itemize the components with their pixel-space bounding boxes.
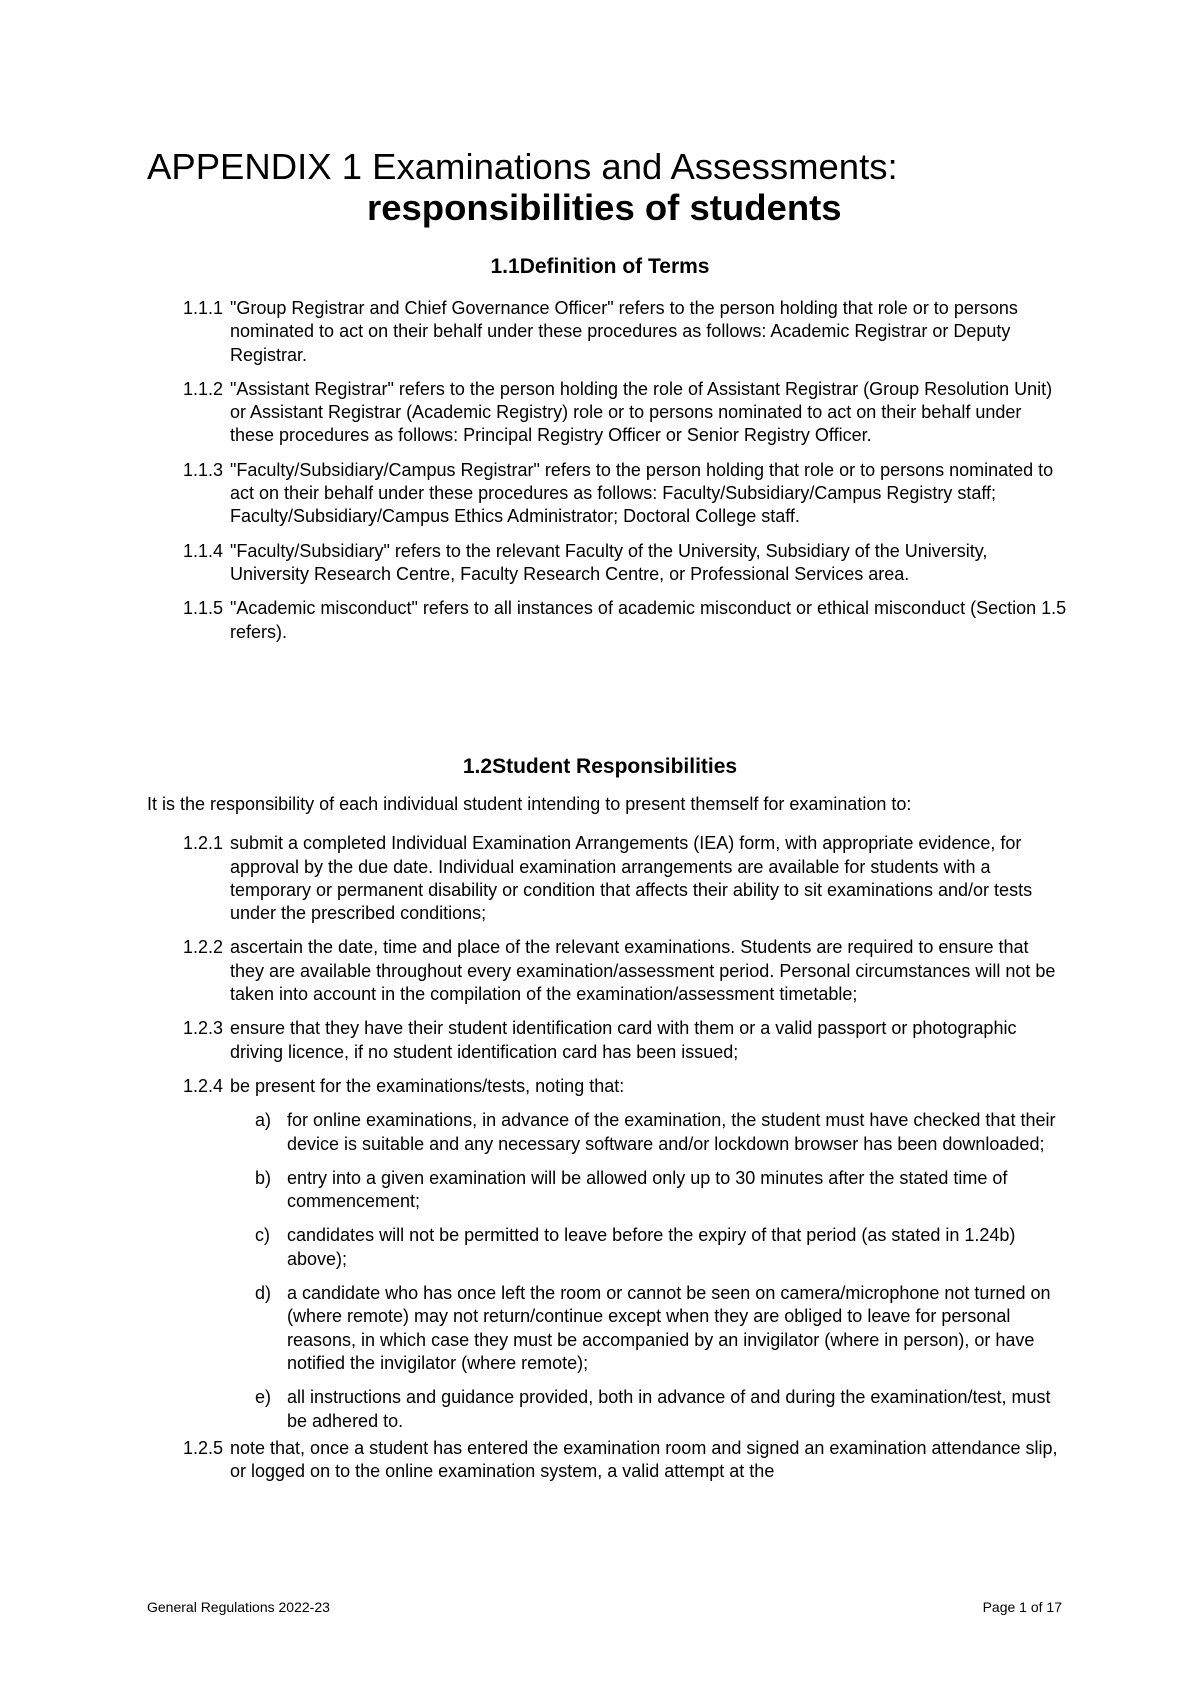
section-intro: It is the responsibility of each individual student intending to present themself for examination to: [147, 794, 912, 814]
list-item [147, 297, 1067, 367]
item-number: 1.2.2 [183, 937, 224, 958]
item-number: 1.1.3 [183, 459, 224, 480]
title-line-1: APPENDIX 1 Examinations and Assessments: [147, 146, 898, 187]
item-text: "Group Registrar and Chief Governance Officer" refers to the person holding that role or to persons nominated to act on their behalf under these procedures as follows: Academic Registrar or Deputy Registrar. [230, 298, 1018, 365]
section-heading-definitions: 1.1Definition of Terms [490, 255, 710, 278]
item-text: "Academic misconduct" refers to all instances of academic misconduct or ethical misconduct (Section 1.5 refers). [230, 598, 1067, 642]
list-item [147, 459, 1067, 529]
item-number: 1.2.1 [183, 833, 224, 854]
item-number: 1.1.1 [183, 298, 224, 318]
item-text: "Faculty/Subsidiary" refers to the relevant Faculty of the University, Subsidiary of the University, University Research Centre, Faculty Research Centre, or Professional Services area. [230, 540, 988, 584]
list-item [147, 1075, 1067, 1098]
sub-item-letter: a) [255, 1110, 272, 1131]
footer-document-title: General Regulations 2022-23 [147, 1599, 330, 1615]
item-text: "Assistant Registrar" refers to the person holding the role of Assistant Registrar (Group Resolution Unit) or Assistant Registrar (Academic Registry) role or to persons nominated to act on their behalf under these procedures as follows: Principal Registry Officer or Senior Registry Officer. [230, 378, 1053, 446]
list-item [147, 1017, 1067, 1064]
sub-item-text: a candidate who has once left the room or cannot be seen on camera/microphone not turned on (where remote) may not return/continue except when they are obliged to leave for personal reasons, in which case they must be accompanied by an invigilator (where in person), or have notified the invigilator (where remote); [287, 1283, 1051, 1373]
list-item [147, 936, 1067, 1006]
sub-list-item [147, 1109, 1067, 1156]
definitions-list [147, 297, 1067, 655]
responsibilities-list [147, 793, 1067, 1494]
sub-item-letter: d) [255, 1283, 272, 1304]
item-text: submit a completed Individual Examination Arrangements (IEA) form, with appropriate evidence, for approval by the due date. Individual examination arrangements are available for students with a temporary or permanent disability or condition that affects their ability to sit examinations and/or tests under the prescribed conditions; [230, 833, 1033, 924]
sub-list-item [147, 1386, 1067, 1433]
item-text: note that, once a student has entered the examination room and signed an examination attendance slip, or logged on to the online examination system, a valid attempt at the [230, 1437, 1058, 1482]
list-item [147, 1437, 1067, 1484]
footer-page-number: Page 1 of 17 [982, 1599, 1062, 1615]
item-number: 1.2.3 [183, 1018, 224, 1039]
item-number: 1.1.2 [183, 378, 224, 399]
item-number: 1.1.5 [183, 598, 224, 619]
item-text: ensure that they have their student identification card with them or a valid passport or photographic driving licence, if no student identification card has been issued; [230, 1018, 1017, 1062]
list-item [147, 832, 1067, 925]
sub-item-text: for online examinations, in advance of the examination, the student must have checked that their device is suitable and any necessary software and/or lockdown browser has been downloaded; [287, 1110, 1056, 1154]
sub-list-item [147, 1282, 1067, 1375]
sub-item-letter: c) [255, 1225, 270, 1246]
sub-item-text: candidates will not be permitted to leave before the expiry of that period (as stated in 1.24b) above); [287, 1225, 1016, 1269]
item-number: 1.2.4 [183, 1075, 224, 1096]
list-item [147, 540, 1067, 587]
sub-item-text: all instructions and guidance provided, both in advance of and during the examination/test, must be adhered to. [287, 1387, 1051, 1431]
sub-list-item [147, 1224, 1067, 1271]
title-line-2: responsibilities of students [367, 187, 842, 228]
sub-item-letter: e) [255, 1387, 272, 1408]
sub-item-text: entry into a given examination will be allowed only up to 30 minutes after the stated time of commencement; [287, 1167, 1008, 1212]
item-text: ascertain the date, time and place of the relevant examinations. Students are required to ensure that they are available throughout every examination/assessment period. Personal circumstances will not be taken into account in the compilation of the examination/assessment timetable; [230, 937, 1056, 1005]
list-item [147, 378, 1067, 448]
list-item [147, 597, 1067, 644]
page-title [147, 146, 1087, 228]
section-heading-responsibilities: 1.2Student Responsibilities [462, 755, 738, 778]
item-number: 1.2.5 [183, 1437, 224, 1458]
item-text: "Faculty/Subsidiary/Campus Registrar" refers to the person holding that role or to persons nominated to act on their behalf under these procedures as follows: Faculty/Subsidiary/Campus Registry staff; Faculty/Subsidiary/Campus Ethics Administrator; Doctoral College staff. [230, 459, 1054, 527]
item-number: 1.1.4 [183, 540, 224, 561]
sub-list-item [147, 1167, 1067, 1214]
item-text: be present for the examinations/tests, noting that: [230, 1075, 625, 1096]
sub-item-letter: b) [255, 1167, 272, 1188]
